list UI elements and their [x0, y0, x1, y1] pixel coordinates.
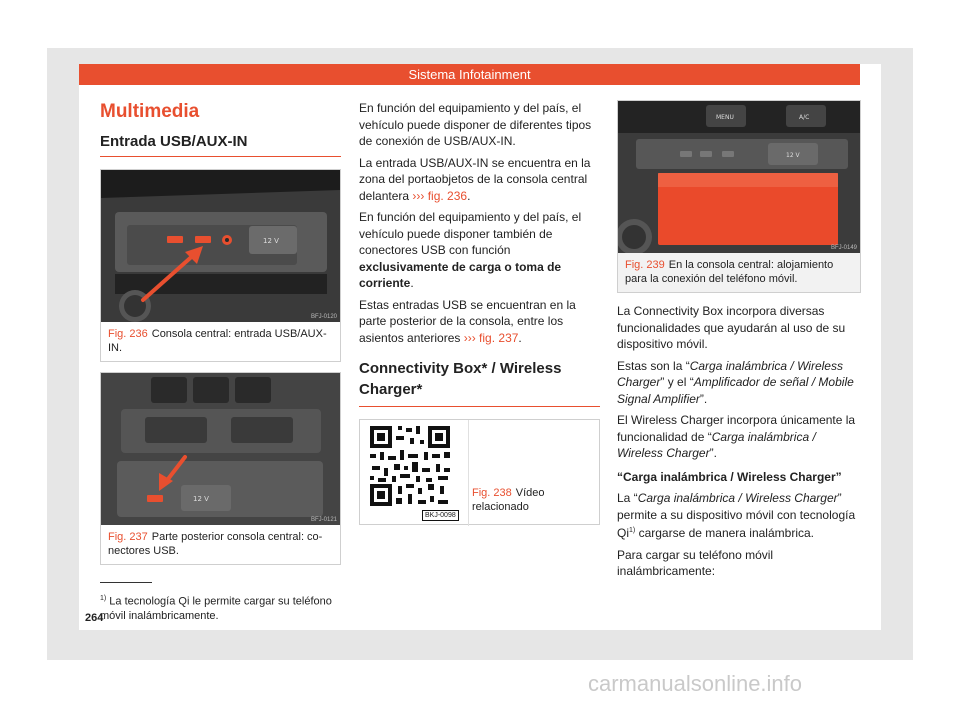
paragraph: La entrada USB/AUX-IN se encuentra en la zona del portaobjetos de la consola central delantera ››› fig. 236.: [359, 155, 591, 203]
figure-number: Fig. 238: [472, 487, 512, 499]
rear-console-illustration: [101, 373, 340, 525]
caption-text: Consola central: entrada USB/AUX-IN.: [108, 328, 327, 354]
bold-text: exclusivamente de carga o toma de corriente: [359, 259, 562, 290]
figure-239-caption: [618, 253, 860, 292]
figure-link[interactable]: ››› fig. 236: [412, 188, 468, 203]
text: cargarse de manera inalámbrica.: [635, 526, 814, 540]
figure-237: [100, 372, 341, 565]
italic-text: Amplificador de señal / Mobile Signal Amplifier: [617, 375, 854, 406]
column-right: [617, 100, 861, 585]
figure-236-photo: [101, 170, 340, 322]
usb-console-illustration: [101, 170, 340, 322]
text: ”.: [709, 446, 717, 460]
italic-text: Carga inalámbrica / Wireless Charger: [617, 358, 843, 389]
paragraph: [617, 490, 861, 542]
italic-text: Carga inalámbrica / Wireless Charger: [617, 429, 816, 460]
figure-237-caption: [101, 525, 340, 564]
column-left: [100, 100, 341, 565]
outlet-label: 12 V: [193, 495, 209, 503]
figure-link[interactable]: ››› fig. 237: [463, 330, 519, 345]
figure-code: BFJ-0120: [310, 314, 337, 320]
paragraph-text: La entrada USB/AUX-IN se encuentra en la zona del portaobjetos de la consola central delantera: [359, 155, 591, 203]
paragraph: [617, 412, 861, 462]
paragraph: En función del equipamiento y del país, el vehículo puede disponer también de conectores USB con función exclusivamente de carga o toma de corriente.: [359, 210, 582, 290]
page-number: 264: [85, 612, 104, 624]
watermark: carmanualsonline.info: [588, 671, 803, 696]
footnote-divider: [100, 582, 152, 583]
footnote: [100, 592, 345, 623]
paragraph: Para cargar su teléfono móvil inalámbricamente:: [617, 547, 774, 578]
caption-text: Vídeo relacionado: [472, 487, 545, 513]
menu-button-label: MENU: [716, 114, 734, 121]
figure-239-photo: [618, 101, 860, 253]
text: Estas son la “: [617, 358, 690, 373]
figure-238-caption: [472, 486, 582, 514]
figure-code: BKJ-0098: [422, 510, 459, 521]
footnote-marker: 1): [100, 595, 107, 602]
text: ” y el “: [660, 375, 694, 389]
text: El Wireless Charger incorpora únicamente la funcionalidad de “: [617, 413, 856, 444]
column-middle: [359, 100, 600, 525]
figure-number: Fig. 236: [108, 328, 148, 340]
section-title: Multimedia: [100, 101, 200, 122]
figure-237-photo: [101, 373, 340, 525]
column-right-text: [617, 303, 861, 580]
caption-text: Parte posterior consola central: co-nectores USB.: [108, 531, 323, 557]
wireless-charger-illustration: [618, 101, 860, 253]
italic-text: Carga inalámbrica / Wireless Charger: [637, 491, 838, 505]
footnote-marker[interactable]: 1): [629, 527, 636, 534]
page-header: Sistema Infotainment: [79, 64, 860, 85]
subsection-title: Entrada USB/AUX-IN: [100, 132, 341, 157]
qr-code-icon[interactable]: [368, 424, 452, 520]
figure-code: BFJ-0121: [310, 517, 337, 523]
paragraph: Estas entradas USB se encuentran en la parte posterior de la consola, entre los asientos anteriores ››› fig. 237.: [359, 297, 576, 345]
subheading: “Carga inalámbrica / Wireless Charger”: [617, 469, 842, 484]
figure-236-caption: [101, 322, 340, 361]
paragraph-text: En función del equipamiento y del país, el vehículo puede disponer también de conectores USB con función: [359, 210, 582, 257]
paragraph-text: Estas entradas USB se encuentran en la parte posterior de la consola, entre los asientos anteriores: [359, 297, 576, 345]
ac-button-label: A/C: [799, 114, 810, 121]
outlet-label: 12 V: [263, 237, 279, 245]
text: ”.: [699, 391, 708, 406]
footnote-text: La tecnología Qi le permite cargar su teléfono móvil inalámbricamente.: [100, 595, 332, 622]
figure-238[interactable]: [359, 419, 600, 525]
figure-number: Fig. 239: [625, 259, 665, 271]
outlet-label: 12 V: [786, 152, 800, 159]
caption-text: En la consola central: alojamiento para la conexión del teléfono móvil.: [625, 259, 834, 285]
figure-239: [617, 100, 861, 293]
text: ” permite a su dispositivo móvil con tecnología Qi: [617, 491, 856, 540]
section-heading: Connectivity Box* / Wireless Charger*: [359, 358, 600, 407]
figure-code: BFJ-0149: [830, 245, 857, 251]
text: La “: [617, 491, 638, 505]
paragraph: La Connectivity Box incorpora diversas funcionalidades que ayudarán al uso de su dispositivo móvil.: [617, 304, 846, 351]
paragraph: [617, 358, 861, 408]
figure-236: [100, 169, 341, 362]
paragraph: En función del equipamiento y del país, el vehículo puede disponer de diferentes tipos de conexión de USB/AUX-IN.: [359, 101, 592, 148]
figure-number: Fig. 237: [108, 531, 148, 543]
